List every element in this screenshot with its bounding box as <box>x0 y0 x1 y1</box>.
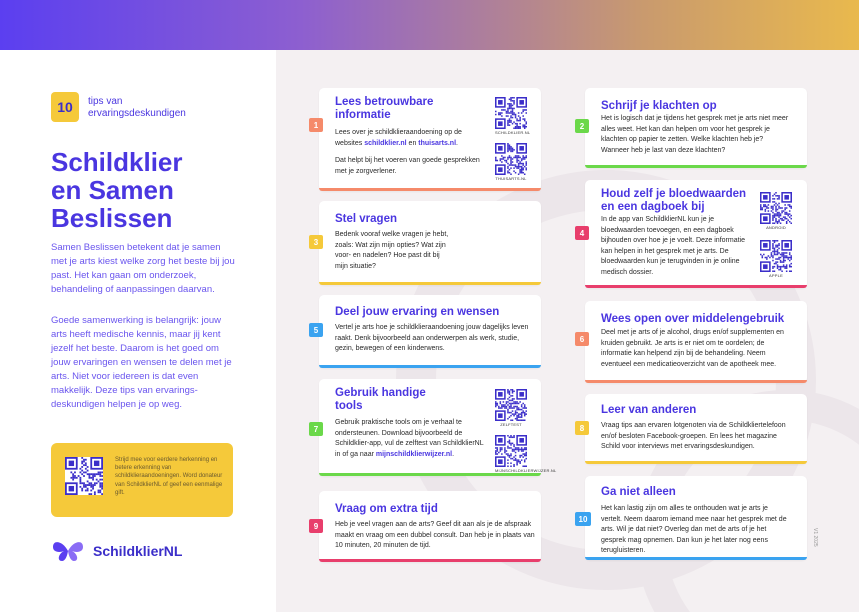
tip-accent-bar <box>319 559 541 562</box>
qr-caption: APPLE <box>769 273 783 278</box>
page-title <box>51 148 261 232</box>
tip-number-badge: 10 <box>575 512 591 526</box>
link-schildklier[interactable]: schildklier.nl <box>364 139 407 147</box>
title-line: Schildklier <box>51 147 183 177</box>
tip-body: Het is logisch dat je tijdens het gesprek met je arts niet meer alles weet. Het kan dan helpen om voor het gesprek je klachten op papier te zetten. Welke klachten heb je? Wanneer heb je last van deze klachten? <box>601 115 789 154</box>
tip-accent-bar <box>319 188 541 191</box>
qr-caption: THUISARTS.NL <box>495 176 527 181</box>
tip-card-5 <box>313 295 541 368</box>
title-line: en Samen <box>51 175 174 205</box>
tip-number-badge: 6 <box>575 332 589 346</box>
tip-number-badge: 1 <box>309 118 323 132</box>
tip-title: Gebruik handige tools <box>335 387 426 412</box>
tip-body: Het kan lastig zijn om alles te onthouden wat je arts je vertelt. Neem daarom iemand mee naar het gesprek met de arts. Wil je dat niet? Overleg dan met de arts of je het gesprek mag opnemen. Dan kun je het later nog eens terugluisteren. <box>601 505 787 554</box>
title-line: Beslissen <box>51 203 173 233</box>
qr-caption: SCHILDKLIER.NL <box>495 130 531 135</box>
tip-number-badge: 9 <box>309 519 323 533</box>
qr-code-icon[interactable] <box>760 192 792 230</box>
tip-number-badge: 2 <box>575 119 589 133</box>
document-code: V1 2025 <box>812 528 818 547</box>
tip-card-4 <box>579 180 807 288</box>
donate-box[interactable] <box>51 443 233 517</box>
tip-card-7 <box>313 379 557 476</box>
tip-title: Houd zelf je bloedwaarden en een dagboek bij <box>601 188 747 213</box>
tip-title: Schrijf je klachten op <box>601 100 717 112</box>
tip-accent-bar <box>585 285 807 288</box>
qr-code-icon[interactable] <box>495 143 527 181</box>
intro-paragraph: Samen Beslissen betekent dat je samen met je arts kiest welke zorg het beste bij jou past. Het kan gaan om onderzoek, behandeling of aanpassingen daarvan. <box>51 242 235 295</box>
tip-accent-bar <box>585 461 807 464</box>
tip-title: Lees betrouwbare informatie <box>335 96 434 121</box>
tip-accent-bar <box>585 557 807 560</box>
tip-number-badge: 5 <box>309 323 323 337</box>
tip-accent-bar <box>585 165 807 168</box>
tip-body: Heb je veel vragen aan de arts? Geef dit aan als je de afspraak maakt en vraag om een dubbel consult. Dan heb je in plaats van 10 minuten, 20 minuten de tijd. <box>335 521 535 549</box>
qr-caption: MIJNSCHILDKLIERWIJZER.NL <box>495 468 557 473</box>
tip-title: Deel jouw ervaring en wensen <box>335 306 500 318</box>
tip-accent-bar <box>319 365 541 368</box>
schildkliernl-logo <box>51 539 182 563</box>
tip-body: Vertel je arts hoe je schildklieraandoening jouw dagelijks leven raakt. Denk bijvoorbeeld aan onderwerpen als werk, studie, gezin, bewegen of een kinderwens. <box>335 324 529 352</box>
qr-caption: ANDROID <box>766 225 786 230</box>
tip-body: Deel met je arts of je alcohol, drugs en/of supplementen en kruiden gebruikt. Je arts is er niet om te oordelen; de informatie kan helpend zijn bij de behandeling. Neem eventueel een medicatieoverzicht van de apotheek mee. <box>601 329 784 368</box>
tip-number-badge: 4 <box>575 226 589 240</box>
link-mijnschildklierwijzer[interactable]: mijnschildklierwijzer.nl <box>375 450 453 458</box>
link-thuisarts[interactable]: thuisarts.nl <box>418 139 457 147</box>
intro-paragraph: Goede samenwerking is belangrijk: jouw arts heeft medische kennis, maar jij kent jezelf het beste. Daarom is het goed om jouw ervaringen en wensen te delen met je arts. Niet voor iedereen is dat even makkelijk. Deze tips van ervarings-deskundigen helpen je op weg. <box>51 315 232 410</box>
tip-card-10 <box>578 476 807 560</box>
tip-body: In de app van SchildklierNL kun je je bloedwaarden toevoegen, en een dagboek bijhouden over hoe je je voelt. Deze informatie kan helpen in het gesprek met je arts. De bloedwaarden kun je terugvinden in je online medisch dossier. <box>601 216 745 276</box>
header-gradient-bar <box>0 0 859 50</box>
tip-title: Vraag om extra tijd <box>335 503 438 515</box>
tip-number-badge: 7 <box>309 422 323 436</box>
tip-title: Wees open over middelengebruik <box>601 313 785 325</box>
qr-code-icon[interactable] <box>495 97 531 135</box>
logo-text: SchildklierNL <box>93 543 183 559</box>
tip-title: Ga niet alleen <box>601 486 676 498</box>
tip-title: Stel vragen <box>335 213 397 225</box>
tip-card-2 <box>579 88 807 168</box>
tip-card-8 <box>579 394 807 464</box>
butterfly-logo-icon <box>51 539 85 563</box>
tip-accent-bar <box>585 380 807 383</box>
tip-card-9 <box>313 491 541 562</box>
tip-body: Vraag tips aan ervaren lotgenoten via de Schildkliertelefoon en/of besloten Facebook-groepen. En lees het magazine Schild voor interviews met ervaringsdeskundigen. <box>601 422 786 450</box>
qr-caption: ZELFTEST <box>500 422 522 427</box>
tip-accent-bar <box>319 473 541 476</box>
tip-card-6 <box>579 301 807 383</box>
qr-code-icon[interactable] <box>495 435 557 473</box>
subtitle: tips van ervaringsdeskundigen <box>88 96 186 119</box>
tip-accent-bar <box>319 282 541 285</box>
tip-card-3 <box>313 201 541 285</box>
tip-count-badge: 10 <box>51 92 79 122</box>
donate-qr-icon[interactable] <box>65 457 103 495</box>
tip-body: Gebruik praktische tools om je verhaal te ondersteunen. Download bijvoorbeeld de Schildklier-app, vul de zelftest van SchildklierNL in of ga naar mijnschildklierwijzer.nl. <box>335 419 484 458</box>
tip-number-badge: 8 <box>575 421 589 435</box>
tip-body: Bedenk vooraf welke vragen je hebt, zoals: Wat zijn mijn opties? Wat zijn voor- en nadelen? Hoe past dit bij mijn situatie? <box>335 231 449 270</box>
tip-number-badge: 3 <box>309 235 323 249</box>
qr-code-icon[interactable] <box>495 389 527 427</box>
tip-card-1 <box>313 88 541 191</box>
donate-text: Strijd mee voor eerdere herkenning en betere erkenning van schildklieraandoeningen. Word donateur van SchildklierNL of geef een eenmalige gift. <box>115 457 223 496</box>
tip-body: Lees over je schildklieraandoening op de websites schildklier.nl en thuisarts.nl. Dat helpt bij het voeren van goede gesprekken met je zorgverlener. <box>335 129 480 175</box>
tip-title: Leer van anderen <box>601 404 697 416</box>
qr-code-icon[interactable] <box>760 240 792 278</box>
